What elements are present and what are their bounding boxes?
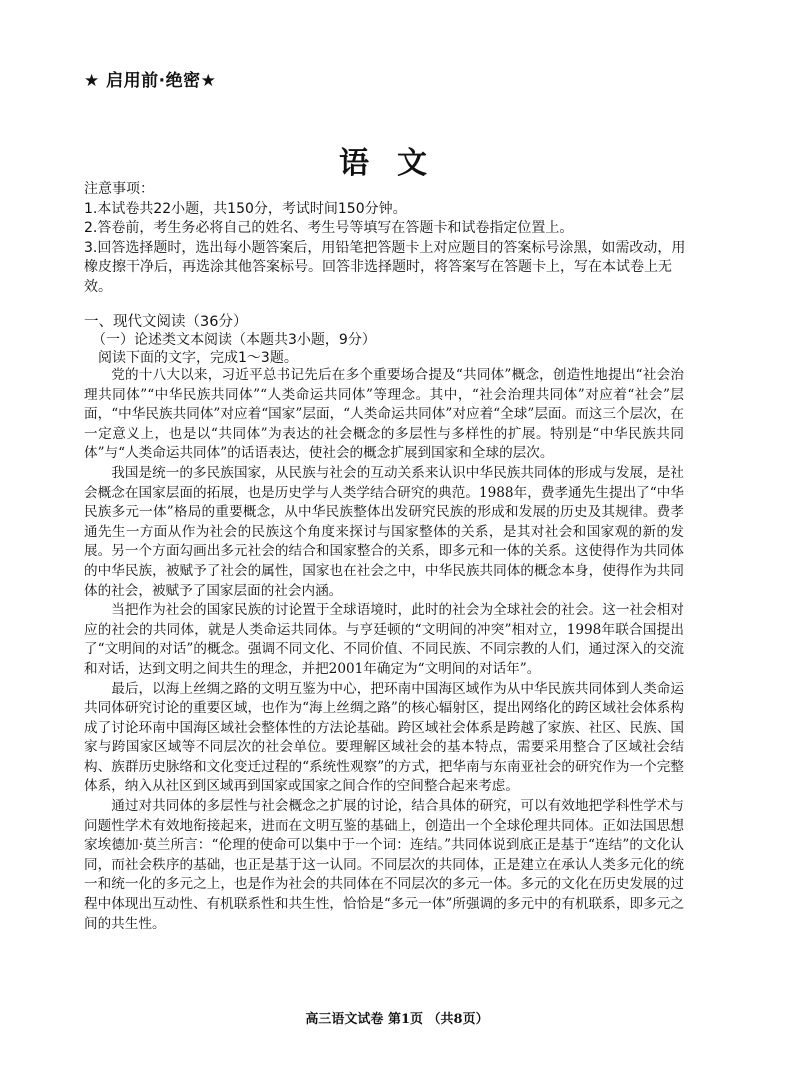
- notice-block: [84, 180, 696, 297]
- notice-item: 3.回答选择题时，选出每小题答案后，用铅笔把答题卡上对应题目的答案标号涂黑，如需改动，用橡皮擦干净后，再选涂其他答案标号。回答非选择题时，将答案写在答题卡上，写在本试卷上无效。: [84, 239, 686, 295]
- passage-paragraph: 当把作为社会的国家民族的讨论置于全球语境时，此时的社会为全球社会的社会。这一社会相对应的社会的共同体，就是人类命运共同体。与亨廷顿的“文明间的冲突”相对立，1998年联合国提出了“文明间的对话”的概念。强调不同文化、不同价值、不同民族、不同宗教的人们，通过深入的交流和对话，达到文明之间共生的理念，并把2001年确定为“文明间的对话年”。: [84, 602, 684, 677]
- confidential-label: ★ 启用前·绝密★: [84, 71, 217, 91]
- notice-item: 2.答卷前，考生务必将自己的姓名、考生号等填写在答题卡和试卷指定位置上。: [84, 220, 574, 236]
- page-footer: 高三语文试卷 第1页 （共8页）: [305, 1012, 489, 1027]
- passage-paragraph: 我国是统一的多民族国家，从民族与社会的互动关系来认识中华民族共同体的形成与发展，是社会概念在国家层面的拓展，也是历史学与人类学结合研究的典范。1988年，费孝通先生提出了“中华民族多元一体”格局的重要概念，从中华民族整体出发研究民族的形成和发展的历史及其规律。费孝通先生一方面从作为社会的民族这个角度来探讨与国家整体的关系，是其对社会和国家观的新的发展。另一个方面勾画出多元社会的结合和国家整合的关系，即多元和一体的关系。这使得作为共同体的中华民族，被赋予了社会的属性，国家也在社会之中，中华民族共同体的概念本身，使得作为共同体的社会，被赋予了国家层面的社会内涵。: [84, 464, 684, 599]
- notice-item: 1.本试卷共22小题，共150分，考试时间150分钟。: [84, 200, 407, 217]
- reading-instruction: 阅读下面的文字，完成1～3题。: [98, 350, 298, 366]
- passage-paragraph: 党的十八大以来，习近平总书记先后在多个重要场合提及“共同体”概念，创造性地提出“社会治理共同体”“中华民族共同体”“人类命运共同体”等理念。其中，“社会治理共同体”对应着“社会”层面，“中华民族共同体”对应着“国家”层面，“人类命运共同体”对应着“全球”层面。而这三个层次，在一定意义上，也是以“共同体”为表达的社会概念的多层性与多样性的扩展。特别是“中华民族共同体”与“人类命运共同体”的话语表达，使社会的概念扩展到国家和全球的层次。: [84, 367, 684, 462]
- reading-passage: [84, 366, 684, 934]
- notice-heading: 注意事项：: [84, 181, 154, 197]
- passage-paragraph: 最后，以海上丝绸之路的文明互鉴为中心，把环南中国海区域作为从中华民族共同体到人类命运共同体研究讨论的重要区域，也作为“海上丝绸之路”的核心辐射区，提出网络化的跨区域社会体系构成了讨论环南中国海区域社会整体性的方法论基础。跨区域社会体系是跨越了家族、社区、民族、国家与跨国家区域等不同层次的社会单位。要理解区域社会的基本特点，需要采用整合了区域社会结构、族群历史脉络和文化变迁过程的“系统性观察”的方式，把华南与东南亚社会的研究作为一个完整体系，纳入从社区到区域再到国家或国家之间合作的空间整合起来考虑。: [84, 680, 684, 795]
- subsection-heading: （一）论述类文本阅读（本题共3小题，9分）: [92, 332, 376, 348]
- section-heading: 一、现代文阅读（36分）: [84, 314, 248, 330]
- page-title: 语文: [339, 146, 455, 181]
- passage-paragraph: 通过对共同体的多层性与社会概念之扩展的讨论，结合具体的研究，可以有效地把学科性学术与问题性学术有效地衔接起来，进而在文明互鉴的基础上，创造出一个全球伦理共同体。正如法国思想家埃德加·莫兰所言：“伦理的使命可以集中于一个词：连结。”共同体说到底正是基于“连结”的文化认同，而社会秩序的基础，也正是基于这一认同。不同层次的共同体，正是建立在承认人类多元化的统一和统一化的多元之上，也是作为社会的共同体在不同层次的多元一体。多元的文化在历史发展的过程中体现出互动性、有机联系性和共生性，恰恰是“多元一体”所强调的多元中的有机联系，即多元之间的共生性。: [84, 798, 684, 932]
